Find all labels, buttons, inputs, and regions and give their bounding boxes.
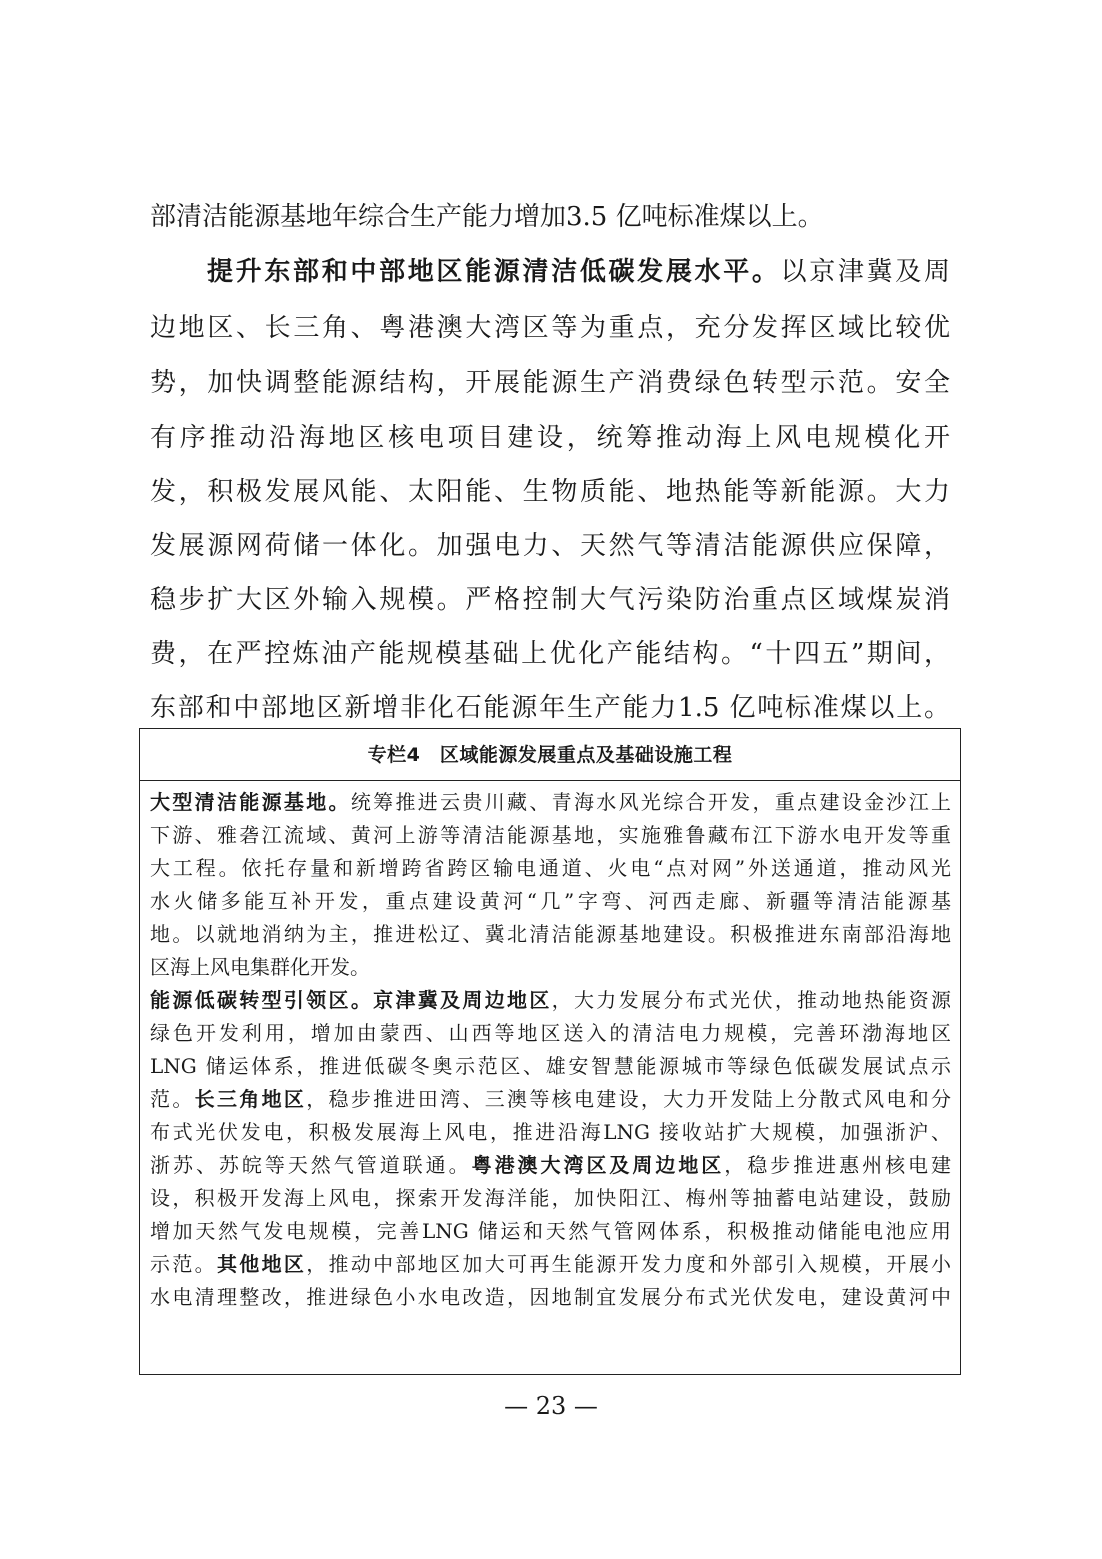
box-line: 绿色开发利用，增加由蒙西、山西等地区送入的清洁电力规模，完善环渤海地区: [150, 1021, 951, 1045]
box-text: ，稳步推进惠州核电建: [724, 1153, 952, 1177]
box-line: 水电清理整改，推进绿色小水电改造，因地制宜发展分布式光伏发电，建设黄河中: [150, 1285, 951, 1309]
box-text: 示范。: [150, 1252, 217, 1276]
body-line: [207, 252, 950, 292]
body-line: 稳步扩大区外输入规模。严格控制大气污染防治重点区域煤炭消: [150, 585, 950, 615]
box-bold-region: 京津冀及周边地区: [373, 988, 552, 1012]
box-line: [150, 1084, 951, 1114]
box-line: 布式光伏发电，积极发展海上风电，推进沿海LNG 接收站扩大规模，加强浙沪、: [150, 1120, 951, 1144]
box-text: ，推动中部地区加大可再生能源开发力度和外部引入规模，开展小: [306, 1252, 952, 1276]
box-bold-region: 长三角地区: [194, 1087, 307, 1111]
box-bold-heading: 能源低碳转型引领区。: [150, 988, 374, 1012]
body-line: 发，积极发展风能、太阳能、生物质能、地热能等新能源。大力: [150, 477, 950, 507]
box-line: 增加天然气发电规模，完善LNG 储运和天然气管网体系，积极推动储能电池应用: [150, 1219, 951, 1243]
body-line: 部清洁能源基地年综合生产能力增加3.5 亿吨标准煤以上。: [150, 202, 824, 232]
body-line: 费，在严控炼油产能规模基础上优化产能结构。“十四五”期间，: [150, 639, 950, 669]
body-line: 边地区、长三角、粤港澳大湾区等为重点，充分发挥区域比较优: [150, 313, 950, 343]
box-bold-heading: 大型清洁能源基地。: [150, 790, 351, 814]
box-line: [150, 1150, 951, 1180]
box-line: 地。以就地消纳为主，推进松辽、冀北清洁能源基地建设。积极推进东南部沿海地: [150, 922, 951, 946]
box-line: 大工程。依托存量和新增跨省跨区输电通道、火电“点对网”外送通道，推动风光: [150, 856, 951, 880]
box-line: 设，积极开发海上风电，探索开发海洋能，加快阳江、梅州等抽蓄电站建设，鼓励: [150, 1186, 951, 1210]
column-title: 专栏4 区域能源发展重点及基础设施工程: [140, 729, 960, 781]
box-text: ，大力发展分布式光伏，推动地热能资源: [551, 988, 952, 1012]
box-line: LNG 储运体系，推进低碳冬奥示范区、雄安智慧能源城市等绿色低碳发展试点示: [150, 1054, 951, 1078]
box-text: 范。: [150, 1087, 195, 1111]
body-line: 东部和中部地区新增非化石能源年生产能力1.5 亿吨标准煤以上。: [150, 693, 950, 723]
body-text: 以京津冀及周: [780, 257, 950, 287]
box-text: 浙苏、苏皖等天然气管道联通。: [150, 1153, 472, 1177]
box-line: [150, 787, 951, 817]
body-line: 势，加快调整能源结构，开展能源生产消费绿色转型示范。安全: [150, 368, 950, 398]
box-line: [150, 1249, 951, 1279]
box-bold-region: 粤港澳大湾区及周边地区: [471, 1153, 725, 1177]
box-line: [150, 985, 951, 1015]
body-line: 有序推动沿海地区核电项目建设，统筹推动海上风电规模化开: [150, 423, 950, 453]
column-box: [139, 728, 961, 1375]
body-line: 发展源网荷储一体化。加强电力、天然气等清洁能源供应保障，: [150, 531, 950, 561]
page-number: — 23 —: [504, 1392, 598, 1420]
section-lead-heading: 提升东部和中部地区能源清洁低碳发展水平。: [207, 257, 781, 287]
box-line: 下游、雅砻江流域、黄河上游等清洁能源基地，实施雅鲁藏布江下游水电开发等重: [150, 823, 951, 847]
box-text: ，稳步推进田湾、三澳等核电建设，大力开发陆上分散式风电和分: [306, 1087, 952, 1111]
box-line: 水火储多能互补开发，重点建设黄河“几”字弯、河西走廊、新疆等清洁能源基: [150, 889, 951, 913]
box-text: 统筹推进云贵川藏、青海水风光综合开发，重点建设金沙江上: [350, 790, 952, 814]
box-bold-region: 其他地区: [216, 1252, 307, 1276]
box-line: 区海上风电集群化开发。: [150, 955, 370, 979]
